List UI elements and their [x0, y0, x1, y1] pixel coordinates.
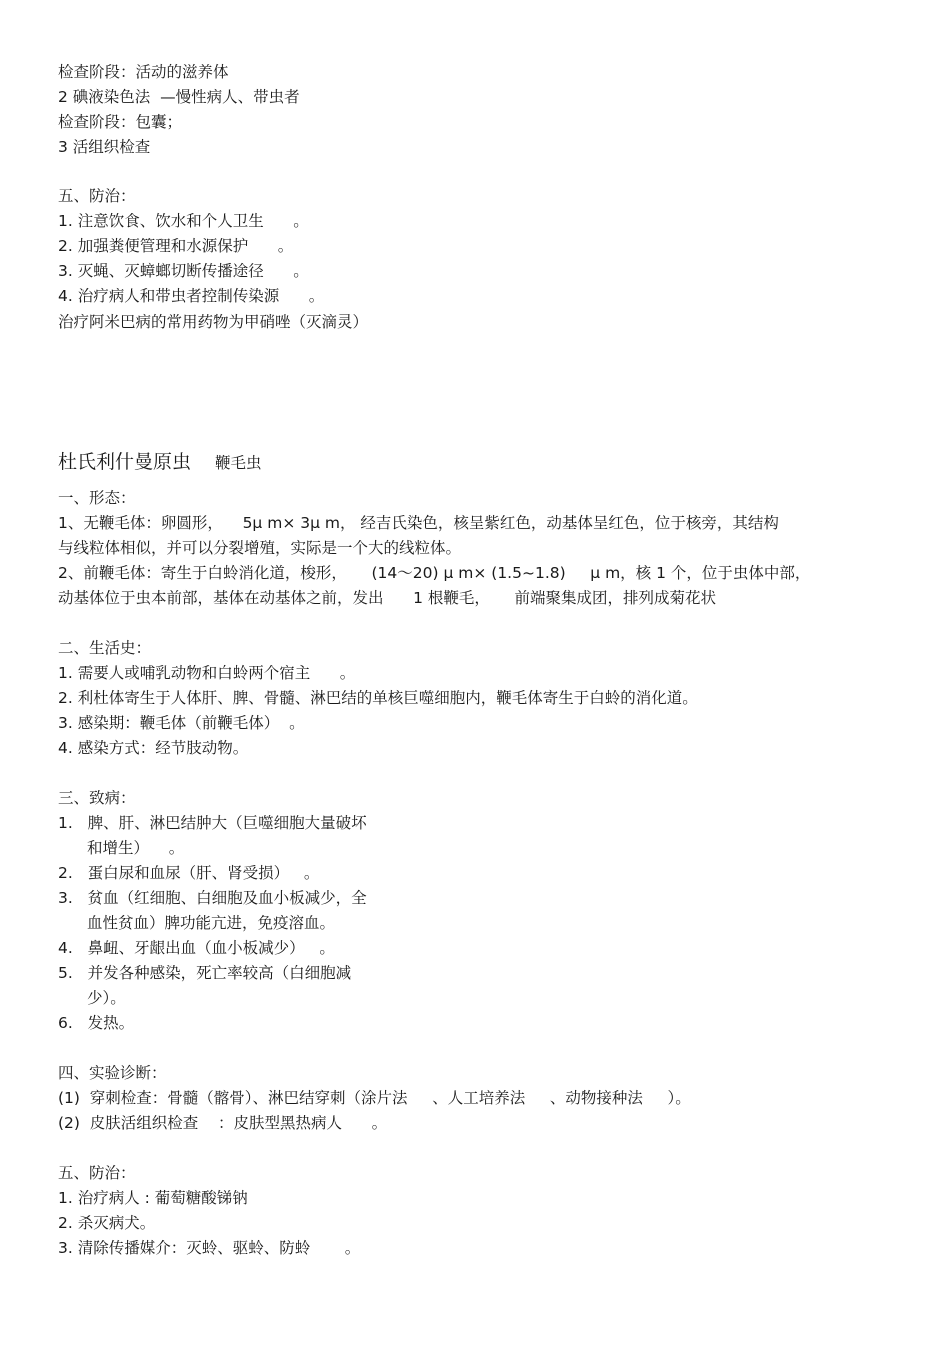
prevention-item: 3. 灭蝇、灭蟑螂切断传播途径 。	[58, 262, 309, 280]
amoeba-drug-note: 治疗阿米巴病的常用药物为甲硝唑（灭滴灵）	[58, 313, 369, 331]
diagnosis-item: (2) 皮肤活组织检查 ：皮肤型黑热病人 。	[58, 1114, 388, 1132]
diagnosis-item: (1) 穿刺检查：骨髓（髂骨）、淋巴结穿刺（涂片法 、人工培养法 、动物接种法 ）。	[58, 1089, 691, 1107]
biopsy-exam: 3 活组织检查	[58, 138, 151, 156]
prevention-item: 3. 清除传播媒介：灭蛉、驱蛉、防蛉 。	[58, 1239, 361, 1257]
lifecycle-heading: 二、生活史：	[58, 639, 152, 657]
prevention-item: 2. 加强粪便管理和水源保护 。	[58, 237, 294, 255]
morphology-line: 1、无鞭毛体：卵圆形， 5μ m× 3μ m， 经吉氏染色，核呈紫红色，动基体呈红色，位于核旁，其结构	[58, 514, 779, 532]
section-title-sub: 鞭毛虫	[215, 454, 262, 472]
lifecycle-item: 3. 感染期：鞭毛体（前鞭毛体） 。	[58, 714, 305, 732]
lifecycle-item: 2. 利杜体寄生于人体肝、脾、骨髓、淋巴结的单核巨噬细胞内，鞭毛体寄生于白蛉的消化道。	[58, 689, 698, 707]
prevention-item: 2. 杀灭病犬。	[58, 1214, 156, 1232]
exam-stage-cyst: 检查阶段：包囊；	[58, 113, 183, 131]
morphology-heading: 一、形态：	[58, 489, 136, 507]
prevention-item: 1. 注意饮食、饮水和个人卫生 。	[58, 212, 309, 230]
morphology-line: 2、前鞭毛体：寄生于白蛉消化道，梭形， (14～20) μ m× (1.5~1.8) μ m，核 1 个，位于虫体中部，	[58, 564, 811, 582]
pathogenesis-item: 2. 蛋白尿和血尿（肝、肾受损） 。	[58, 864, 320, 882]
pathogenesis-item: 6. 发热。	[58, 1014, 135, 1032]
morphology-line: 动基体位于虫本前部，基体在动基体之前，发出 1 根鞭毛， 前端聚集成团，排列成菊花状	[58, 589, 716, 607]
pathogenesis-item: 3. 贫血（红细胞、白细胞及血小板减少，全	[58, 889, 367, 907]
prevention-heading: 五、防治：	[58, 187, 136, 205]
exam-stage-trophozoite: 检查阶段：活动的滋养体	[58, 63, 229, 81]
lifecycle-item: 4. 感染方式：经节肢动物。	[58, 739, 249, 757]
pathogenesis-item: 1. 脾、肝、淋巴结肿大（巨噬细胞大量破坏	[58, 814, 367, 832]
pathogenesis-item-cont: 血性贫血）脾功能亢进，免疫溶血。	[87, 914, 336, 932]
prevention-heading: 五、防治：	[58, 1164, 136, 1182]
section-title	[58, 450, 262, 475]
lifecycle-item: 1. 需要人或哺乳动物和白蛉两个宿主 。	[58, 664, 356, 682]
diagnosis-heading: 四、实验诊断：	[58, 1064, 167, 1082]
prevention-item: 4. 治疗病人和带虫者控制传染源 。	[58, 287, 325, 305]
pathogenesis-item: 4. 鼻衄、牙龈出血（血小板减少） 。	[58, 939, 335, 957]
iodine-stain-method: 2 碘液染色法 —慢性病人、带虫者	[58, 88, 300, 106]
section-title-main: 杜氏利什曼原虫	[58, 451, 192, 473]
pathogenesis-item-cont: 少）。	[87, 989, 126, 1007]
pathogenesis-heading: 三、致病：	[58, 789, 136, 807]
pathogenesis-item-cont: 和增生） 。	[87, 839, 185, 857]
pathogenesis-item: 5. 并发各种感染，死亡率较高（白细胞减	[58, 964, 352, 982]
prevention-item: 1. 治疗病人 : 葡萄糖酸锑钠	[58, 1189, 248, 1207]
morphology-line: 与线粒体相似，并可以分裂增殖，实际是一个大的线粒体。	[58, 539, 462, 557]
